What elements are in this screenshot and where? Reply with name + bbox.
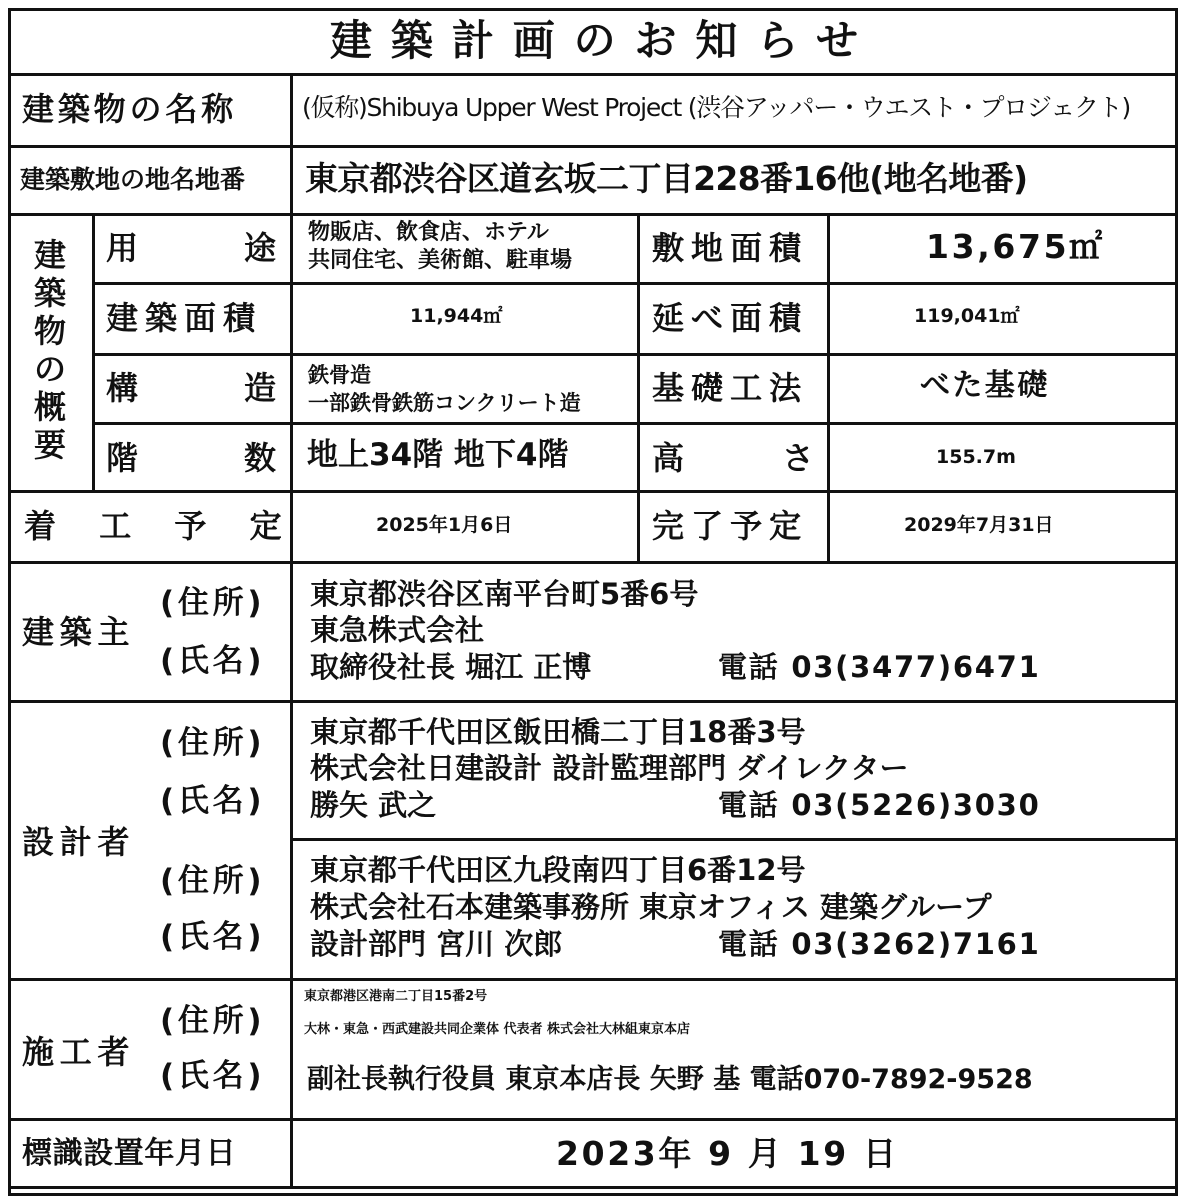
structure-line2: 一部鉄骨鉄筋コンクリート造 bbox=[308, 391, 581, 415]
owner-label: 建築主 bbox=[22, 613, 136, 651]
designer1-line1: 東京都千代田区飯田橋二丁目18番3号 bbox=[310, 715, 806, 749]
grid-line bbox=[92, 282, 1178, 285]
owner-phone: 電話 03(3477)6471 bbox=[718, 650, 1041, 684]
foundation-label: 基礎工法 bbox=[652, 369, 809, 407]
structure-label-left: 構 bbox=[106, 369, 139, 407]
height-label-right: さ bbox=[782, 439, 815, 477]
designer2-line3: 設計部門 宮川 次郎 bbox=[310, 927, 563, 961]
designer2-line1: 東京都千代田区九段南四丁目6番12号 bbox=[310, 853, 806, 887]
grid-line bbox=[8, 1118, 1178, 1121]
building-name-label: 建築物の名称 bbox=[22, 90, 238, 128]
site-area-label: 敷地面積 bbox=[652, 229, 809, 267]
designer2-phone: 電話 03(3262)7161 bbox=[718, 927, 1041, 961]
grid-line bbox=[637, 213, 640, 561]
owner-name-label: (氏名) bbox=[160, 643, 266, 679]
floors-label-left: 階 bbox=[106, 439, 139, 477]
use-line2: 共同住宅、美術館、駐車場 bbox=[308, 248, 573, 273]
floors-label-right: 数 bbox=[244, 439, 277, 477]
grid-line bbox=[8, 145, 1178, 148]
contractor-line3: 副社長執行役員 東京本店長 矢野 基 電話070-7892-9528 bbox=[307, 1064, 1033, 1095]
contractor-label: 施工者 bbox=[22, 1033, 136, 1071]
designer1-phone: 電話 03(5226)3030 bbox=[718, 788, 1041, 822]
grid-line bbox=[92, 353, 1178, 356]
grid-line bbox=[8, 213, 1178, 216]
site-address-label: 建築敷地の地名地番 bbox=[20, 165, 246, 194]
grid-line bbox=[8, 490, 1178, 493]
owner-line2: 東急株式会社 bbox=[310, 613, 485, 647]
contractor-line2: 大林・東急・西武建設共同企業体 代表者 株式会社大林組東京本店 bbox=[304, 1022, 691, 1037]
overview-label: 建築物の概要 bbox=[33, 236, 66, 464]
grid-line bbox=[92, 422, 1178, 425]
structure-line1: 鉄骨造 bbox=[308, 363, 371, 387]
start-label: 着工予定 bbox=[24, 507, 325, 545]
sign-date-value: 2023年 9 月 19 日 bbox=[556, 1134, 899, 1173]
total-floor-area-label: 延べ面積 bbox=[652, 299, 809, 337]
grid-line bbox=[827, 213, 830, 561]
building-area-value: 11,944㎡ bbox=[410, 305, 503, 327]
use-label-left: 用 bbox=[106, 229, 139, 267]
grid-line bbox=[290, 73, 293, 1186]
grid-line bbox=[8, 561, 1178, 564]
contractor-line1: 東京都港区港南二丁目15番2号 bbox=[304, 989, 488, 1004]
owner-line3: 取締役社長 堀江 正博 bbox=[310, 650, 592, 684]
completion-value: 2029年7月31日 bbox=[904, 514, 1054, 536]
grid-line bbox=[290, 838, 1178, 841]
grid-line bbox=[8, 1186, 1178, 1189]
grid-line bbox=[8, 978, 1178, 981]
designer-name-label-2: (氏名) bbox=[160, 919, 266, 955]
grid-line bbox=[92, 213, 95, 490]
use-label-right: 途 bbox=[244, 229, 277, 267]
height-label-left: 高 bbox=[652, 439, 685, 477]
sign-date-label: 標識設置年月日 bbox=[22, 1136, 237, 1171]
height-value: 155.7m bbox=[936, 446, 1016, 468]
designer1-line3: 勝矢 武之 bbox=[310, 788, 437, 822]
foundation-value: べた基礎 bbox=[920, 368, 1050, 403]
designer-address-label-1: (住所) bbox=[160, 725, 266, 761]
designer-name-label-1: (氏名) bbox=[160, 783, 266, 819]
contractor-name-label: (氏名) bbox=[160, 1058, 266, 1094]
designer-address-label-2: (住所) bbox=[160, 863, 266, 899]
owner-address-label: (住所) bbox=[160, 585, 266, 621]
site-area-value: 13,675㎡ bbox=[926, 227, 1105, 266]
grid-line bbox=[8, 700, 1178, 703]
building-name-value: (仮称)Shibuya Upper West Project (渋谷アッパー・ウエスト・プロジェクト) bbox=[302, 93, 1130, 122]
floors-value: 地上34階 地下4階 bbox=[307, 437, 569, 473]
designer-label: 設計者 bbox=[22, 823, 136, 861]
designer2-line2: 株式会社石本建築事務所 東京オフィス 建築グループ bbox=[310, 890, 992, 924]
structure-label-right: 造 bbox=[244, 369, 277, 407]
owner-line1: 東京都渋谷区南平台町5番6号 bbox=[310, 577, 699, 611]
use-line1: 物販店、飲食店、ホテル bbox=[308, 220, 549, 245]
total-floor-area-value: 119,041㎡ bbox=[914, 305, 1020, 327]
grid-line bbox=[8, 73, 1178, 76]
start-value: 2025年1月6日 bbox=[376, 514, 513, 536]
site-address-value: 東京都渋谷区道玄坂二丁目228番16他(地名地番) bbox=[305, 159, 1028, 198]
building-area-label: 建築面積 bbox=[106, 299, 263, 337]
contractor-address-label: (住所) bbox=[160, 1003, 266, 1039]
page-title: 建築計画のお知らせ bbox=[330, 16, 877, 65]
completion-label: 完了予定 bbox=[652, 507, 809, 545]
designer1-line2: 株式会社日建設計 設計監理部門 ダイレクター bbox=[310, 751, 909, 785]
